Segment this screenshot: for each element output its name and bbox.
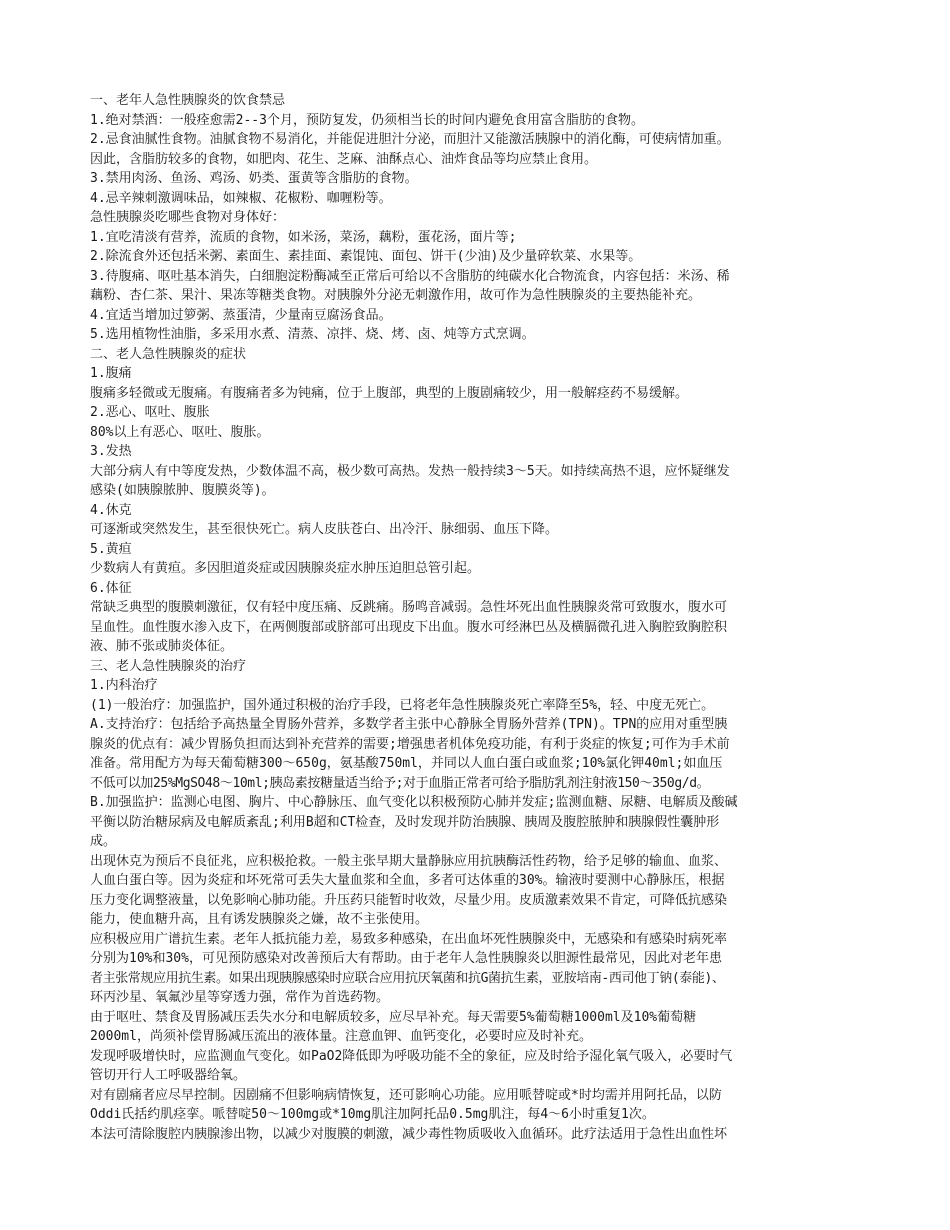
text-line: 应积极应用广谱抗生素。老年人抵抗能力差，易致多种感染，在出血坏死性胰腺炎中，无感染和有感染时病死率 [90, 931, 728, 947]
text-line: 因此，含脂肪较多的食物，如肥肉、花生、芝麻、油酥点心、油炸食品等均应禁止食用。 [90, 151, 598, 167]
subheading: 6.体征 [90, 580, 132, 596]
text-line: 藕粉、杏仁茶、果汁、果冻等糖类食物。对胰腺外分泌无刺激作用，故可作为急性胰腺炎的主要热能补充。 [90, 288, 702, 303]
text-line: 3.禁用肉汤、鱼汤、鸡汤、奶类、蛋黄等含脂肪的食物。 [90, 171, 418, 186]
text-line: 少数病人有黄疸。多因胆道炎症或因胰腺炎症水肿压迫胆总管引起。 [90, 561, 481, 576]
text-line: 环丙沙星、氧氟沙星等穿透力强，常作为首选药物。 [90, 990, 390, 1005]
text-line: Oddi氏括约肌痉挛。哌替啶50～100mg或*10mg肌注加阿托品0.5mg肌注，每4～6小时重复1次。 [90, 1107, 655, 1122]
text-line: 5.选用植物性油脂，多采用水煮、清蒸、凉拌、烧、烤、卤、炖等方式烹调。 [90, 327, 535, 342]
text-line: A.支持治疗：包括给予高热量全胃肠外营养，多数学者主张中心静脉全胃肠外营养(TPN)。TPN的应用对重型胰 [90, 717, 728, 732]
text-line: 4.宜适当增加过箩粥、蒸蛋清，少量南豆腐汤食品。 [90, 307, 392, 323]
text-line: 发现呼吸增快时，应监测血气变化。如PaO2降低即为呼吸功能不全的象征，应及时给予湿化氧气吸入，必要时气 [90, 1048, 733, 1064]
section-heading: 二、老人急性胰腺炎的症状 [90, 346, 247, 362]
section-heading: 三、老人急性胰腺炎的治疗 [90, 658, 247, 674]
subheading: 急性胰腺炎吃哪些食物对身体好： [90, 210, 286, 225]
text-line: 成。 [90, 834, 117, 849]
text-line: 3.待腹痛、呕吐基本消失，白细胞淀粉酶减至正常后可给以不含脂肪的纯碳水化合物流食，内容包括：米汤、稀 [90, 268, 730, 284]
subheading: 5.黄疸 [90, 541, 132, 557]
text-line: 腹痛多轻微或无腹痛。有腹痛者多为钝痛，位于上腹部，典型的上腹剧痛较少，用一般解痉药不易缓解。 [90, 385, 689, 401]
text-line: 压力变化调整液量，以免影响心肺功能。升压药只能暂时收效，尽量少用。皮质激素效果不肯定，可降低抗感染 [90, 892, 728, 908]
section-heading: 一、老年人急性胰腺炎的饮食禁忌 [90, 93, 286, 108]
text-line: 对有剧痛者应尽早控制。因剧痛不但影响病情恢复，还可影响心功能。应用哌替啶或*时均需并用阿托品，以防 [90, 1087, 722, 1103]
text-line: 出现休克为预后不良征兆，应积极抢救。一般主张早期大量静脉应用抗胰酶活性药物，给予足够的输血、血浆、 [90, 853, 728, 869]
text-line: 不低可以加25%MgSO48～10ml;胰岛素按糖量适当给予;对于血脂正常者可给予脂肪乳剂注射液150～350g/d。 [90, 775, 710, 791]
subheading: 3.发热 [90, 444, 132, 459]
text-line: 本法可清除腹腔内胰腺渗出物，以减少对腹膜的刺激，减少毒性物质吸收入血循环。此疗法适用于急性出血性坏 [90, 1126, 728, 1142]
text-line: 分别为10%和30%，可见预防感染对改善预后大有帮助。由于老年人急性胰腺炎以胆源性最常见，因此对老年患 [90, 951, 722, 966]
text-line: 者主张常规应用抗生素。如果出现胰腺感染时应联合应用抗厌氧菌和抗G菌抗生素，亚胺培南-西司他丁钠(泰能)、 [90, 970, 725, 986]
text-line: 2.除流食外还包括米粥、素面生、素挂面、素馄饨、面包、饼干(少油)及少量碎软菜、水果等。 [90, 249, 642, 264]
text-line: B.加强监护：监测心电图、胸片、中心静脉压、血气变化以积极预防心肺并发症;监测血糖、尿糖、电解质及酸碱 [90, 795, 738, 810]
subheading: 1.内科治疗 [90, 678, 158, 693]
text-line: 腺炎的优点有：减少胃肠负担而达到补充营养的需要;增强患者机体免疫功能，有利于炎症的恢复;可作为手术前 [90, 736, 730, 752]
text-line: 大部分病人有中等度发热，少数体温不高，极少数可高热。发热一般持续3～5天。如持续高热不退，应怀疑继发 [90, 463, 730, 479]
subheading: 2.恶心、呕吐、腹胀 [90, 405, 210, 420]
subheading: 4.休克 [90, 502, 132, 518]
text-line: 能力，使血糖升高，且有诱发胰腺炎之嫌，故不主张使用。 [90, 912, 429, 927]
text-line: (1)一般治疗：加强监护，国外通过积极的治疗手段，已将老年急性胰腺炎死亡率降至5%，轻、中度无死亡。 [90, 697, 715, 713]
text-line: 管切开行人工呼吸器给氧。 [90, 1068, 247, 1083]
subheading: 1.腹痛 [90, 366, 132, 381]
text-line: 2000ml，尚须补偿胃肠减压流出的液体量。注意血钾、血钙变化，必要时应及时补充。 [90, 1029, 592, 1044]
text-line: 液、肺不张或肺炎体征。 [90, 639, 234, 654]
text-line: 2.忌食油腻性食物。油腻食物不易消化，并能促进胆汁分泌，而胆汁又能激活胰腺中的消化酶，可使病情加重。 [90, 132, 730, 147]
text-line: 呈血性。血性腹水渗入皮下，在两侧腹部或脐部可出现皮下出血。腹水可经淋巴丛及横膈微孔进入胸腔致胸腔积 [90, 619, 728, 635]
text-line: 由于呕吐、禁食及胃肠减压丢失水分和电解质较多，应尽早补充。每天需要5%葡萄糖1000ml及10%葡萄糖 [90, 1009, 697, 1025]
text-line: 平衡以防治糖尿病及电解质紊乱;利用B超和CT检查，及时发现并防治胰腺、胰周及腹腔脓肿和胰腺假性囊肿形 [90, 814, 720, 830]
text-line: 4.忌辛辣刺激调味品，如辣椒、花椒粉、咖喱粉等。 [90, 190, 392, 206]
text-line: 1.宜吃清淡有营养，流质的食物，如米汤，菜汤，藕粉，蛋花汤，面片等; [90, 229, 517, 245]
text-line: 常缺乏典型的腹膜刺激征，仅有轻中度压痛、反跳痛。肠鸣音减弱。急性坏死出血性胰腺炎常可致腹水，腹水可 [90, 600, 728, 615]
text-line: 感染(如胰腺脓肿、腹膜炎等)。 [90, 483, 275, 498]
text-line: 人血白蛋白等。因为炎症和坏死常可丢失大量血浆和全血，多者可达体重的30%。输液时要测中心静脉压，根据 [90, 873, 725, 888]
text-line: 1.绝对禁酒：一般痊愈需2--3个月，预防复发，仍须相当长的时间内避免食用富含脂肪的食物。 [90, 112, 644, 128]
text-line: 80%以上有恶心、呕吐、腹胀。 [90, 424, 270, 440]
text-line: 准备。常用配方为每天葡萄糖300～650g，氨基酸750ml，并同以人血白蛋白或血浆;10%氯化钾40ml;如血压 [90, 756, 723, 771]
text-line: 可逐渐或突然发生，甚至很快死亡。病人皮肤苍白、出冷汗、脉细弱、血压下降。 [90, 522, 559, 537]
